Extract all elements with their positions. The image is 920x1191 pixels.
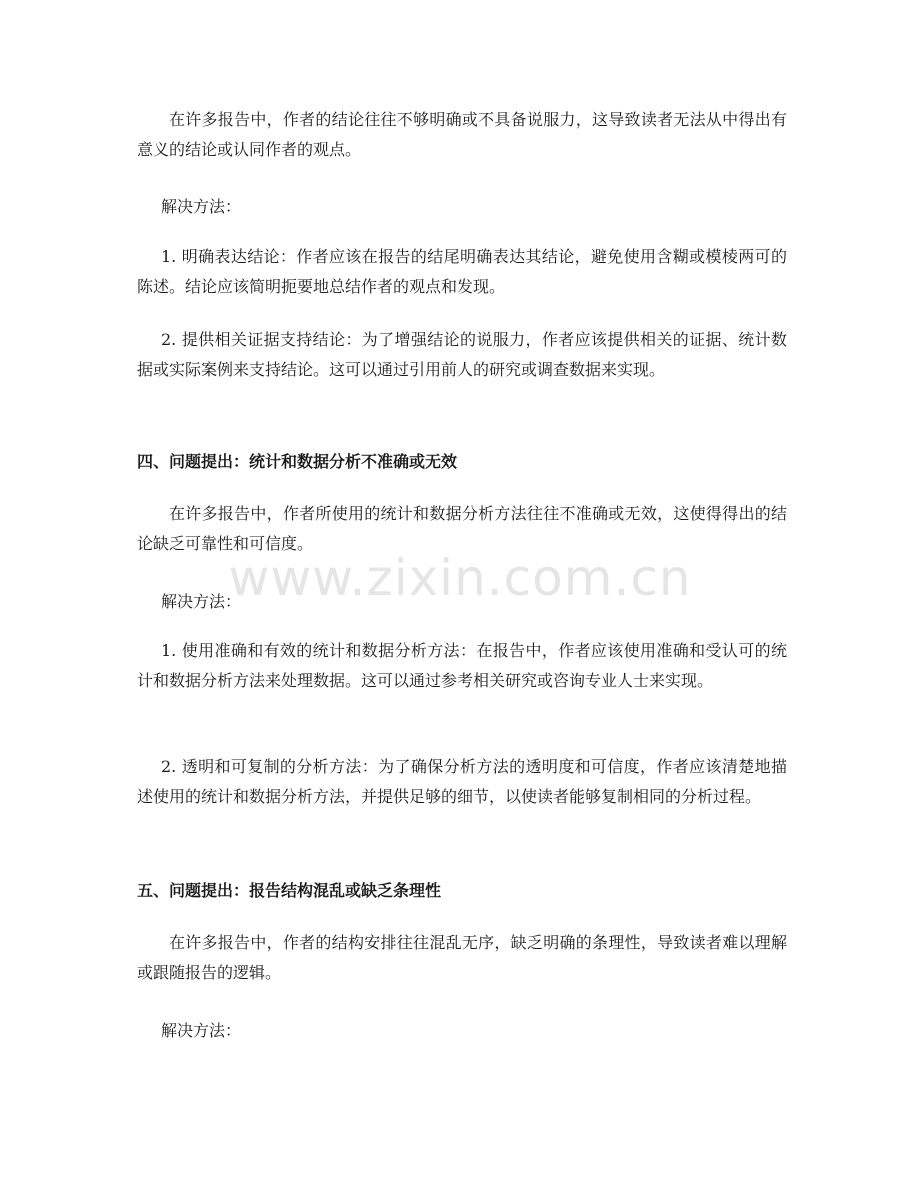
paragraph-structure-problem: 在许多报告中，作者的结构安排往往混乱无序，缺乏明确的条理性，导致读者难以理解或跟随报告的逻辑。 (137, 933, 787, 982)
solution-label: 解决方法： (161, 592, 242, 611)
solution-item-1: 1. 使用准确和有效的统计和数据分析方法：在报告中，作者应该使用准确和受认可的统计和数据分析方法来处理数据。这可以通过参考相关研究或咨询专业人士来实现。 (137, 641, 787, 690)
paragraph-conclusion-problem: 在许多报告中，作者的结论往往不够明确或不具备说服力，这导致读者无法从中得出有意义的结论或认同作者的观点。 (137, 110, 787, 159)
solution-label: 解决方法： (161, 197, 242, 216)
solution-item-2: 2. 透明和可复制的分析方法：为了确保分析方法的透明度和可信度，作者应该清楚地描述使用的统计和数据分析方法，并提供足够的细节，以使读者能够复制相同的分析过程。 (137, 757, 787, 806)
solution-item-1: 1. 明确表达结论：作者应该在报告的结尾明确表达其结论，避免使用含糊或模棱两可的陈述。结论应该简明扼要地总结作者的观点和发现。 (137, 247, 787, 296)
solution-item-2: 2. 提供相关证据支持结论：为了增强结论的说服力，作者应该提供相关的证据、统计数据或实际案例来支持结论。这可以通过引用前人的研究或调查数据来实现。 (137, 330, 787, 379)
solution-label: 解决方法： (161, 1021, 242, 1040)
section-heading-5: 五、问题提出：报告结构混乱或缺乏条理性 (137, 881, 442, 900)
paragraph-statistics-problem: 在许多报告中，作者所使用的统计和数据分析方法往往不准确或无效，这使得得出的结论缺乏可靠性和可信度。 (137, 504, 787, 553)
watermark: www.zixin.com.cn (228, 549, 692, 607)
section-heading-4: 四、问题提出：统计和数据分析不准确或无效 (137, 452, 458, 471)
